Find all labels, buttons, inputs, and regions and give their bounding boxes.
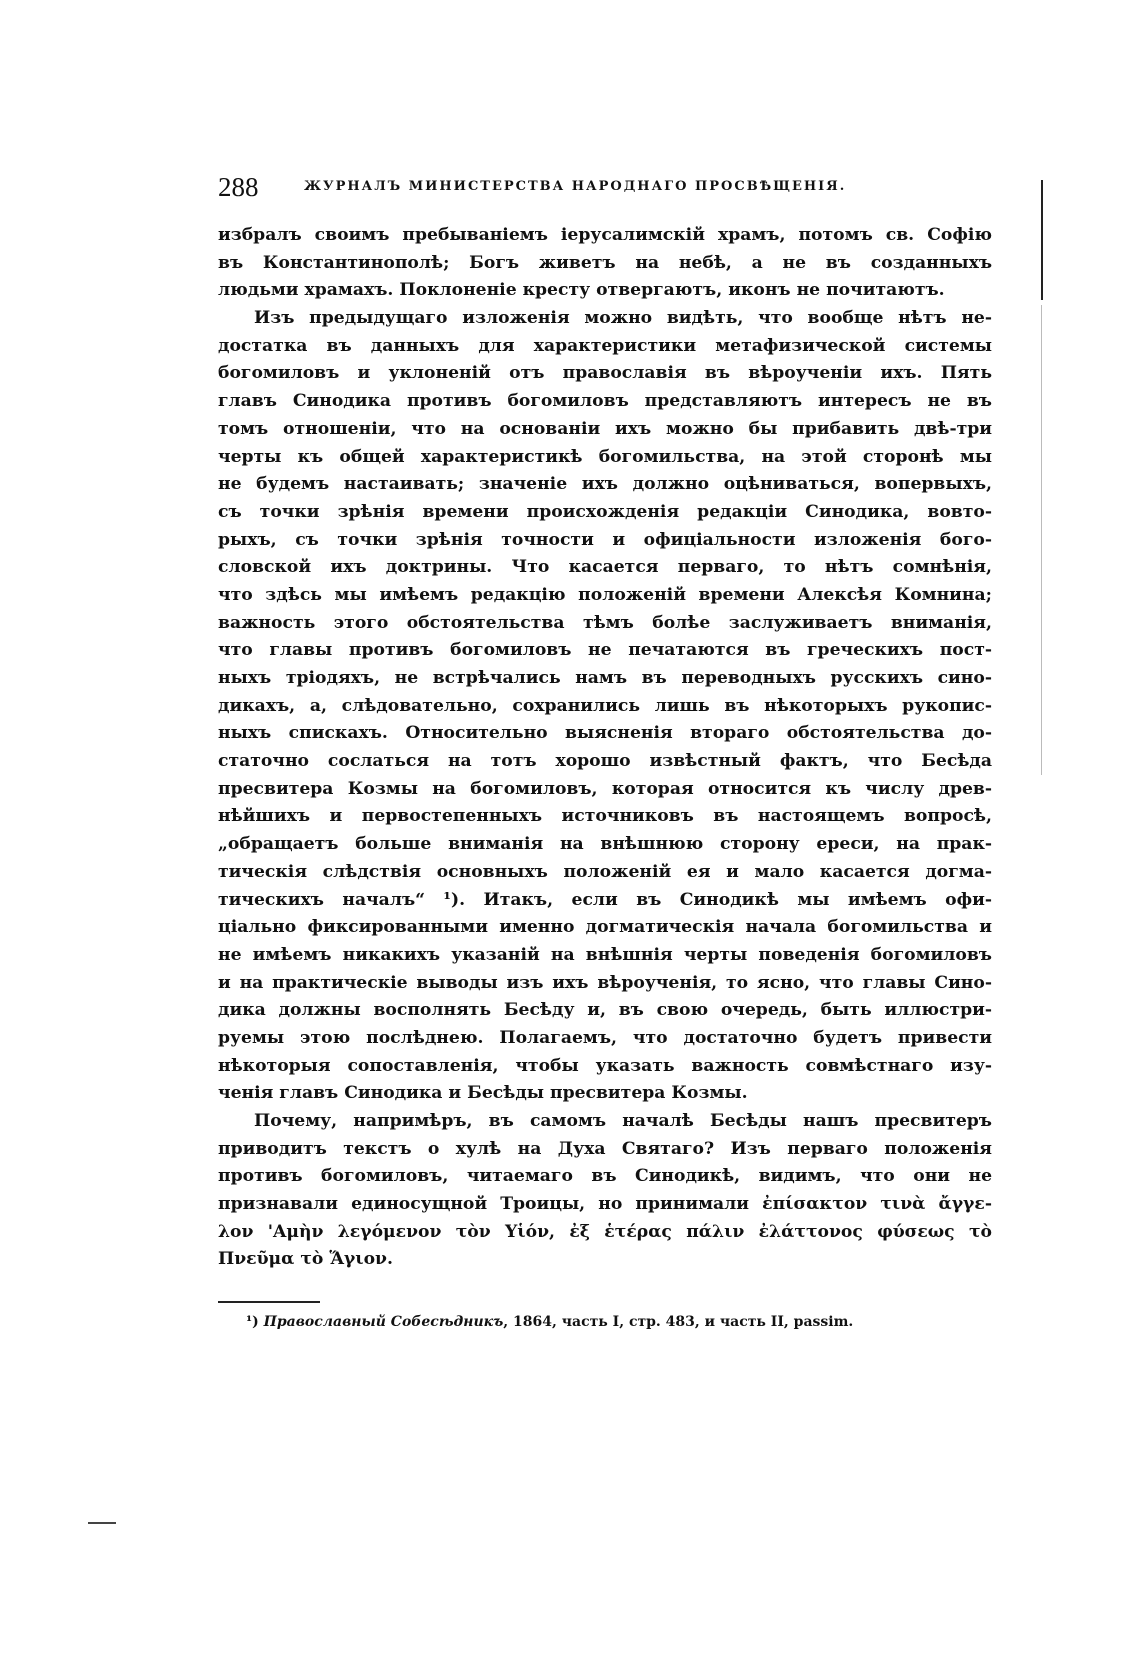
text-line: нѣйшихъ и первостепенныхъ источниковъ въ настоящемъ вопросѣ, [218,806,992,827]
text-line: ціально фиксированными именно догматическія начала богомильства и [218,917,992,938]
text-line: людьми храмахъ. Поклоненіе кресту отвергаютъ, иконъ не почитаютъ. [218,280,945,301]
footnote [246,1310,992,1334]
page-number: 288 [218,172,259,202]
text-line: дикахъ, а, слѣдовательно, сохранились лишь въ нѣкоторыхъ рукопис- [218,695,992,716]
binding-edge-shadow [1041,305,1042,775]
text-line: руемы этою послѣднею. Полагаемъ, что достаточно будетъ привести [218,1027,992,1048]
text-line: Изъ предыдущаго изложенія можно видѣть, что вообще нѣтъ не- [254,308,992,329]
text-line: не будемъ настаивать; значеніе ихъ должно оцѣниваться, вопервыхъ, [218,474,992,495]
text-line: ченія главъ Синодика и Бесѣды пресвитера Козмы. [218,1083,748,1104]
text-line: противъ богомиловъ, читаемаго въ Синодикѣ, видимъ, что они не [218,1166,992,1187]
running-title: ЖУРНАЛЪ МИНИСТЕРСТВА НАРОДНАГО ПРОСВѢЩЕНІЯ. [304,179,847,194]
text-line: λον 'Αμὴν λεγόμενον τὸν Υἱόν, ἐξ ἑτέρας πάλιν ἐλάττονος φύσεως τὸ [218,1221,992,1242]
text-line: важность этого обстоятельства тѣмъ болѣе заслуживаетъ вниманія, [218,612,992,633]
margin-mark [88,1522,116,1524]
text-line: Почему, напримѣръ, въ самомъ началѣ Бесѣды нашъ пресвитеръ [254,1111,992,1131]
body-text [218,222,992,1274]
footnote-source-title: Православный Собесѣдникъ [263,1314,504,1330]
text-line: тическихъ началъ“ ¹). Итакъ, если въ Синодикѣ мы имѣемъ офи- [218,889,992,910]
text-line: Πνεῦμα τὸ Ἅγιον. [218,1249,393,1270]
text-line: что главы противъ богомиловъ не печатаются въ греческихъ пост- [218,640,992,661]
text-line: не имѣемъ никакихъ указаній на внѣшнія черты поведенія богомиловъ [218,944,992,965]
text-line: нѣкоторыя сопоставленія, чтобы указать важность совмѣстнаго изу- [218,1055,992,1076]
text-line: томъ отношеніи, что на основаніи ихъ можно бы прибавить двѣ-три [218,418,992,439]
text-line: и на практическіе выводы изъ ихъ вѣроученія, то ясно, что главы Сино- [218,972,992,993]
text-line: въ Константинополѣ; Богъ живетъ на небѣ, а не въ созданныхъ [218,252,992,273]
text-line: „обращаетъ больше вниманія на внѣшнюю сторону ереси, на прак- [218,834,992,855]
footnote-text: , 1864, часть I, стр. 483, и часть II, passim. [503,1314,854,1330]
text-line: что здѣсь мы имѣемъ редакцію положеній времени Алексѣя Комнина; [218,584,992,605]
text-line: признавали единосущной Троицы, но принимали ἐπίσακτον τινὰ ἄγγε- [218,1194,992,1215]
page-header [218,172,992,206]
text-line: избралъ своимъ пребываніемъ іерусалимскій храмъ, потомъ св. Софію [218,225,992,245]
text-line: дика должны восполнять Бесѣду и, въ свою очередь, быть иллюстри- [218,1000,992,1021]
text-line: ныхъ тріодяхъ, не встрѣчались намъ въ переводныхъ русскихъ сино- [218,668,992,688]
text-line: словской ихъ доктрины. Что касается перваго, то нѣтъ сомнѣнія, [218,557,992,578]
text-line: богомиловъ и уклоненій отъ православія въ вѣроученіи ихъ. Пять [218,363,992,384]
text-line: ныхъ спискахъ. Относительно выясненія втораго обстоятельства до- [218,723,992,744]
text-line: съ точки зрѣнія времени происхожденія редакціи Синодика, вовто- [218,501,992,522]
binding-edge-rule [1041,180,1043,300]
text-line: приводитъ текстъ о хулѣ на Духа Святаго? Изъ перваго положенія [218,1138,992,1159]
text-line: главъ Синодика противъ богомиловъ представляютъ интересъ не въ [218,391,992,412]
text-line: рыхъ, съ точки зрѣнія точности и офиціальности изложенія бого- [218,529,992,550]
text-line: пресвитера Козмы на богомиловъ, которая относится къ числу древ- [218,778,992,799]
text-line: тическія слѣдствія основныхъ положеній ея и мало касается догма- [218,861,992,882]
text-line: достатка въ данныхъ для характеристики метафизической системы [218,335,992,356]
footnote-marker: ¹) [246,1314,259,1330]
footnote-separator [218,1301,320,1303]
text-line: статочно сослаться на тотъ хорошо извѣстный фактъ, что Бесѣда [218,751,992,772]
text-line: черты къ общей характеристикѣ богомильства, на этой сторонѣ мы [218,446,992,467]
